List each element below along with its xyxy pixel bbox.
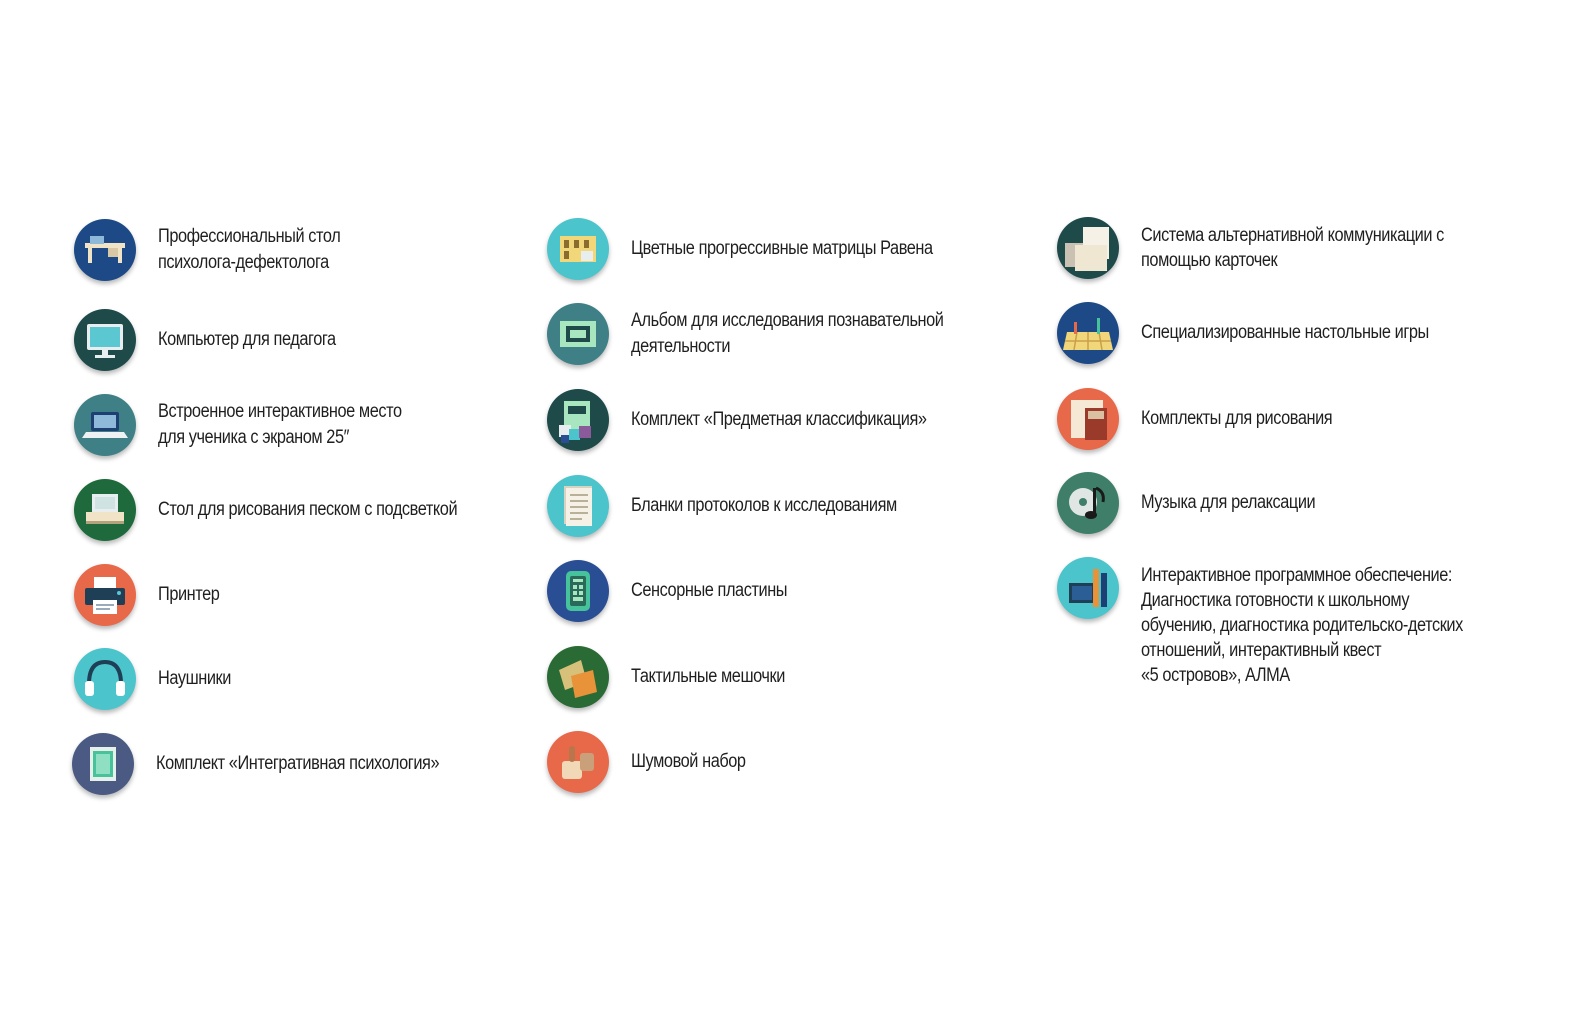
equipment-item [1057,472,1344,534]
item-label: Шумовой набор [631,751,746,772]
printer-icon [74,564,136,626]
equipment-item [74,219,370,281]
software-icon [1057,557,1119,619]
equipment-item [547,218,982,280]
item-label: Профессиональный стол психолога-дефектолога [158,226,341,273]
communication-cards-icon [1057,217,1119,279]
equipment-item [74,648,243,710]
item-label: Встроенное интерактивное место для ученика с экраном 25″ [158,401,402,448]
equipment-item [1057,217,1493,279]
album-icon [547,303,609,365]
equipment-item [74,394,441,456]
laptop-icon [74,394,136,456]
item-label: Цветные прогрессивные матрицы Равена [631,238,933,259]
matrix-icon [547,218,609,280]
item-label: Комплекты для рисования [1141,408,1333,429]
equipment-item [1057,388,1363,450]
equipment-item [1057,302,1476,364]
music-icon [1057,472,1119,534]
drawing-kit-icon [1057,388,1119,450]
equipment-item [74,479,506,541]
item-label: Стол для рисования песком с подсветкой [158,499,458,520]
item-label: Система альтернативной коммуникации с помощью карточек [1141,225,1444,271]
equipment-item [74,564,229,626]
headphones-icon [74,648,136,710]
item-label: Интерактивное программное обеспечение: Диагностика готовности к школьному обучению, диагностика родительско-детских отношений, интерактивный квест «5 островов», АЛМА [1141,565,1463,686]
equipment-item [547,731,764,793]
item-label: Альбом для исследования познавательной деятельности [631,310,944,357]
equipment-item [74,309,365,371]
item-label: Музыка для релаксации [1141,492,1316,513]
document-icon [547,475,609,537]
sand-table-icon [74,479,136,541]
item-label: Компьютер для педагога [158,329,336,350]
item-label: Специализированные настольные игры [1141,322,1429,343]
item-label: Комплект «Предметная классификация» [631,409,927,430]
cards-icon [547,389,609,451]
book-icon [72,733,134,795]
equipment-item [1057,557,1515,688]
equipment-item [547,475,940,537]
item-label: Бланки протоколов к исследованиям [631,495,897,516]
board-game-icon [1057,302,1119,364]
equipment-item [72,733,485,795]
computer-monitor-icon [74,309,136,371]
item-label: Тактильные мешочки [631,666,785,687]
tactile-bags-icon [547,646,609,708]
noise-set-icon [547,731,609,793]
equipment-item [547,389,975,451]
equipment-item [547,560,813,622]
item-label: Принтер [158,584,220,605]
equipment-item [547,303,994,365]
desk-icon [74,219,136,281]
item-label: Наушники [158,668,231,689]
sensor-plate-icon [547,560,609,622]
item-label: Сенсорные пластины [631,580,788,601]
item-label: Комплект «Интегративная психология» [156,753,440,774]
equipment-item [547,646,810,708]
